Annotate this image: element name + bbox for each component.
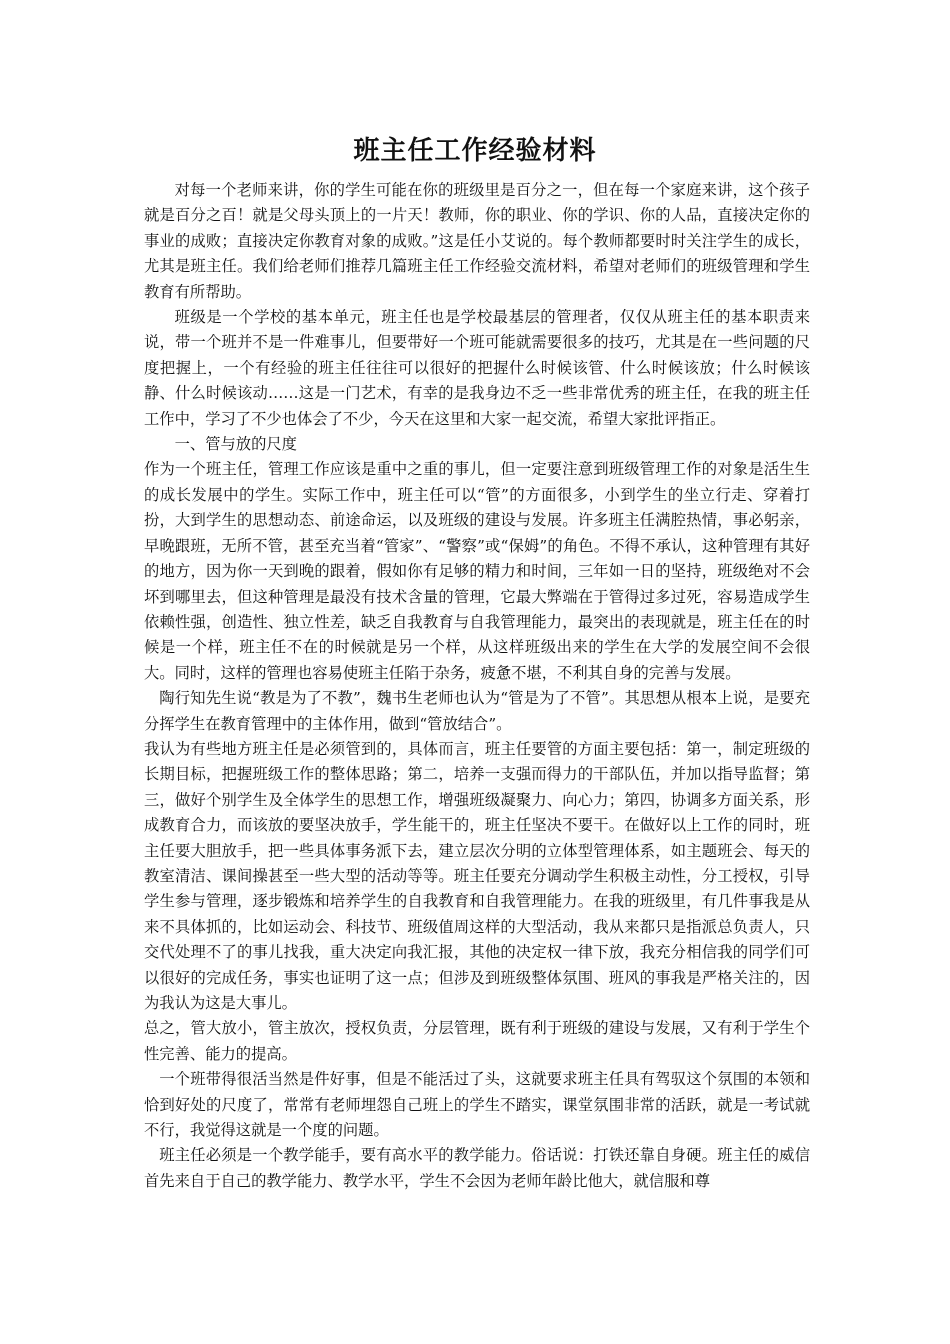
paragraph-lively-class: 一个班带得很活当然是件好事，但是不能活过了头，这就要求班主任具有驾驭这个氛围的本领和恰到好处的尺度了，常常有老师埋怨自己班上的学生不踏实，课堂氛围非常的活跃，就是一考试就不行，我觉得这就是一个度的问题。	[144, 1070, 810, 1140]
paragraph-management: 作为一个班主任，管理工作应该是重中之重的事儿，但一定要注意到班级管理工作的对象是活生生的成长发展中的学生。实际工作中，班主任可以“管”的方面很多，小到学生的坐立行走、穿着打扮，大到学生的思想动态、前途命运，以及班级的建设与发展。许多班主任满腔热情，事必躬亲，早晚跟班，无所不管，甚至充当着“管家”、“警察”或“保姆”的角色。不得不承认，这种管理有其好的地方，因为你一天到晚的跟着，假如你有足够的精力和时间，三年如一日的坚持，班级绝对不会坏到哪里去，但这种管理是最没有技术含量的管理，它最大弊端在于管得过多过死，容易造成学生依赖性强，创造性、独立性差，缺乏自我教育与自我管理能力，最突出的表现就是，班主任在的时候是一个样，班主任不在的时候就是另一个样，从这样班级出来的学生在大学的发展空间不会很大。同时，这样的管理也容易使班主任陷于杂务，疲惫不堪，不利其自身的完善与发展。	[144, 460, 810, 682]
section-heading: 一、管与放的尺度	[174, 435, 297, 454]
paragraph-must-manage: 我认为有些地方班主任是必须管到的，具体而言，班主任要管的方面主要包括：第一，制定班级的长期目标，把握班级工作的整体思路；第二，培养一支强而得力的干部队伍，并加以指导监督；第三，做好个别学生及全体学生的思想工作，增强班级凝聚力、向心力；第四，协调多方面关系，形成教育合力，而该放的要坚决放手，学生能干的，班主任坚决不要干。在做好以上工作的同时，班主任要大胆放手，把一些具体事务派下去，建立层次分明的立体型管理体系，如主题班会、每天的教室清洁、课间操甚至一些大型的活动等等。班主任要充分调动学生积极主动性，分工授权，引导学生参与管理，逐步锻炼和培养学生的自我教育和自我管理能力。在我的班级里，有几件事我是从来不具体抓的，比如运动会、科技节、班级值周这样的大型活动，我从来都只是指派总负责人，只交代处理不了的事儿找我，重大决定向我汇报，其他的决定权一律下放，我充分相信我的同学们可以很好的完成任务，事实也证明了这一点；但涉及到班级整体氛围、班风的事我是严格关注的，因为我认为这是大事儿。	[144, 739, 810, 1012]
paragraph-tao-xingzhi: 陶行知先生说“教是为了不教”，魏书生老师也认为“管是为了不管”。其思想从根本上说，是要充分挥学生在教育管理中的主体作用，做到“管放结合”。	[144, 689, 810, 733]
paragraph-intro: 对每一个老师来讲，你的学生可能在你的班级里是百分之一，但在每一个家庭来讲，这个孩子就是百分之百！就是父母头顶上的一片天！教师，你的职业、你的学识、你的人品，直接决定你的事业的成败；直接决定你教育对象的成败。”这是任小艾说的。每个教师都要时时关注学生的成长，尤其是班主任。我们给老师们推荐几篇班主任工作经验交流材料，希望对老师们的班级管理和学生教育有所帮助。	[144, 181, 810, 301]
paragraph-class-unit: 班级是一个学校的基本单元，班主任也是学校最基层的管理者，仅仅从班主任的基本职责来说，带一个班并不是一件难事儿，但要带好一个班可能就需要很多的技巧，尤其是在一些问题的尺度把握上，一个有经验的班主任往往可以很好的把握什么时候该管、什么时候该放；什么时候该静、什么时候该动……这是一门艺术，有幸的是我身边不乏一些非常优秀的班主任，在我的班主任工作中，学习了不少也体会了不少，今天在这里和大家一起交流，希望大家批评指正。	[144, 308, 810, 428]
paragraph-teaching-ability: 班主任必须是一个教学能手，要有高水平的教学能力。俗话说：打铁还靠自身硬。班主任的威信首先来自于自己的教学能力、教学水平，学生不会因为老师年龄比他大，就信服和尊	[144, 1146, 810, 1190]
document-title: 班主任工作经验材料	[353, 136, 597, 166]
paragraph-summary: 总之，管大放小，管主放次，授权负责，分层管理，既有利于班级的建设与发展，又有利于学生个性完善、能力的提高。	[144, 1019, 810, 1063]
document-body	[144, 178, 810, 1194]
